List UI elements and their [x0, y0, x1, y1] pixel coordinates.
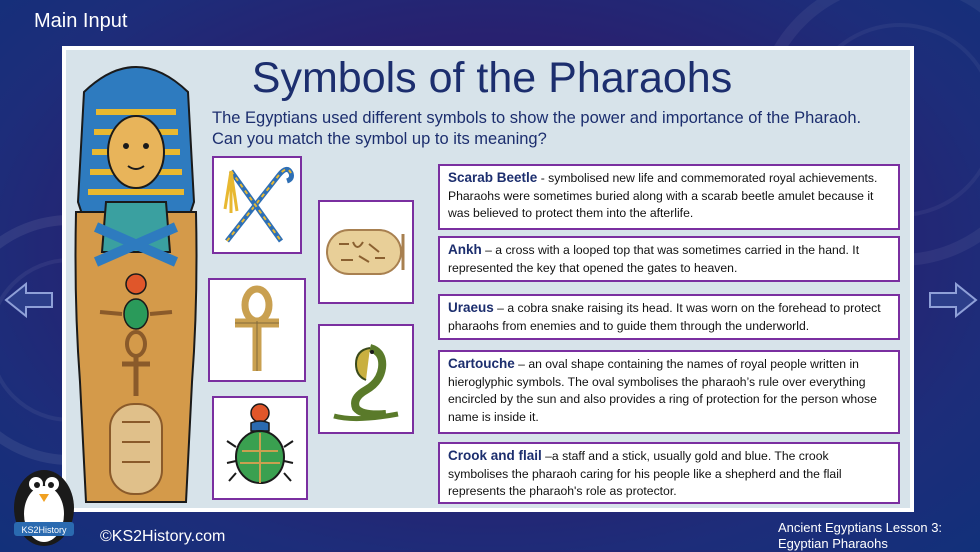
- meaning-text: – an oval shape containing the names of royal people written in hieroglyphic symbols. The oval symbolises the pharaoh’s rule over everything encircled by the sun and also provides a ring of protection for the person whose name is inside it.: [448, 357, 877, 424]
- lesson-caption: [778, 520, 942, 552]
- slide-title: Symbols of the Pharaohs: [251, 54, 733, 102]
- meaning-box-ankh[interactable]: [438, 236, 900, 282]
- lesson-caption-line1: Ancient Egyptians Lesson 3:: [778, 520, 943, 535]
- meaning-term: Cartouche: [448, 356, 515, 371]
- ks2history-penguin-mascot-icon: [8, 450, 80, 550]
- mascot-badge-text: KS2History: [21, 525, 67, 535]
- lesson-caption-line2: Egyptian Pharaohs: [778, 536, 888, 551]
- meaning-term: Crook and flail: [448, 448, 542, 463]
- meaning-box-cartouche[interactable]: [438, 350, 900, 434]
- scarab-beetle-icon: [225, 401, 295, 495]
- meaning-text: –a staff and a stick, usually gold and blue. The crook symbolises the pharaoh caring for his people like a shepherd and the flail represents the pharaoh's role as protector.: [448, 449, 842, 498]
- copyright-text: ©KS2History.com: [100, 528, 226, 545]
- meaning-term: Ankh: [448, 242, 482, 257]
- meaning-text: – a cross with a looped top that was sometimes carried in the hand. It represented the key that opened the gates to heaven.: [448, 243, 860, 275]
- slide-content-area: [66, 50, 910, 508]
- meaning-box-scarab-beetle[interactable]: [438, 164, 900, 230]
- meaning-box-crook-and-flail[interactable]: [438, 442, 900, 504]
- picture-card-crook-and-flail[interactable]: [212, 156, 302, 254]
- cartouche-icon: [323, 222, 409, 282]
- picture-card-scarab-beetle[interactable]: [212, 396, 308, 500]
- meaning-box-uraeus[interactable]: [438, 294, 900, 340]
- picture-card-uraeus[interactable]: [318, 324, 414, 434]
- main-input-label: Main Input: [34, 10, 128, 32]
- uraeus-cobra-icon: [326, 334, 406, 424]
- picture-card-ankh[interactable]: [208, 278, 306, 382]
- meaning-text: - symbolised new life and commemorated royal achievements. Pharaohs were sometimes buried along with a scarab beetle amulet because it was believed to protect them into the afterlife.: [448, 171, 878, 220]
- sarcophagus-illustration: [66, 52, 206, 510]
- meaning-text: – a cobra snake raising its head. It was worn on the forehead to protect pharaohs from enemies and to guide them through the underworld.: [448, 301, 881, 333]
- meaning-term: Scarab Beetle: [448, 170, 538, 185]
- slide-intro-text: The Egyptians used different symbols to show the power and importance of the Pharaoh. Can you match the symbol up to its meaning?: [212, 109, 862, 148]
- previous-slide-arrow-icon[interactable]: [4, 280, 54, 320]
- crook-and-flail-icon: [217, 161, 297, 249]
- meaning-term: Uraeus: [448, 300, 494, 315]
- next-slide-arrow-icon[interactable]: [928, 280, 978, 320]
- slide-panel: [62, 46, 914, 512]
- ankh-icon: [227, 285, 287, 375]
- picture-card-cartouche[interactable]: [318, 200, 414, 304]
